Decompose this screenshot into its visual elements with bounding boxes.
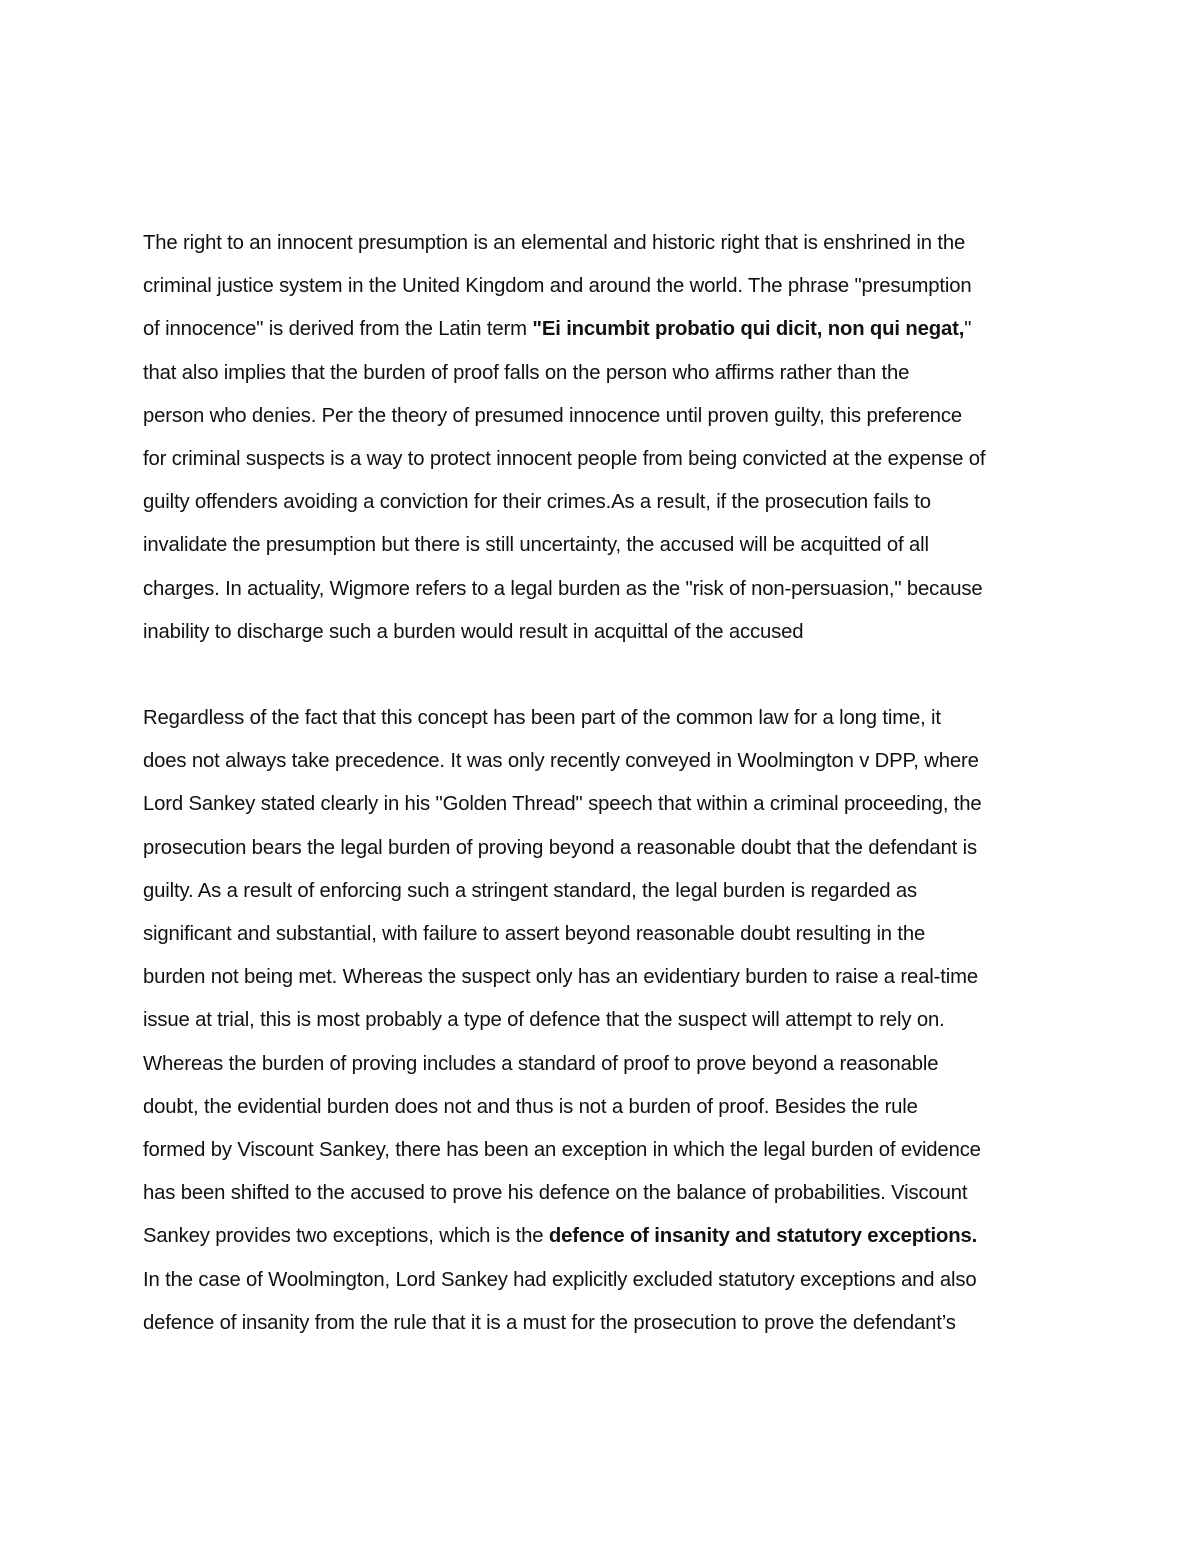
paragraph-2-line (143, 1217, 1073, 1260)
paragraph-2-line: issue at trial, this is most probably a type of defence that the suspect will attempt to rely on. (143, 1009, 945, 1032)
paragraph-2-line: guilty. As a result of enforcing such a stringent standard, the legal burden is regarded as (143, 879, 918, 902)
paragraph-2-line: Regardless of the fact that this concept has been part of the common law for a long time, it (143, 707, 941, 730)
paragraph-1-line: invalidate the presumption but there is still uncertainty, the accused will be acquitted of all (143, 534, 929, 557)
paragraph-2-line: doubt, the evidential burden does not and thus is not a burden of proof. Besides the rule (143, 1095, 918, 1118)
paragraph-1-line: inability to discharge such a burden would result in acquittal of the accused (143, 620, 804, 643)
paragraph-2-line: defence of insanity from the rule that it is a must for the prosecution to prove the defendant’s (143, 1311, 956, 1334)
latin-term: "Ei incumbit probatio qui dicit, non qui negat, (532, 318, 965, 341)
bold-exceptions: defence of insanity and statutory exceptions. (548, 1225, 978, 1248)
paragraph-2-line: Lord Sankey stated clearly in his "Golden Thread" speech that within a criminal proceeding, the (143, 793, 982, 816)
paragraph-1-line: person who denies. Per the theory of presumed innocence until proven guilty, this preference (143, 404, 962, 427)
paragraph-2-line: significant and substantial, with failure to assert beyond reasonable doubt resulting in the (143, 923, 926, 945)
paragraph-1-line (143, 310, 1073, 353)
paragraph-2-line: has been shifted to the accused to prove his defence on the balance of probabilities. Viscount (143, 1182, 968, 1205)
paragraph-2-line: formed by Viscount Sankey, there has been an exception in which the legal burden of evidence (143, 1138, 981, 1161)
paragraph-1-line: The right to an innocent presumption is an elemental and historic right that is enshrined in the (143, 232, 966, 254)
document-body (143, 224, 1073, 1347)
paragraph-1-line: for criminal suspects is a way to protect innocent people from being convicted at the expense of (143, 447, 986, 470)
paragraph-2-text: Sankey provides two exceptions, which is the (143, 1225, 549, 1248)
paragraph-spacer (143, 656, 1073, 699)
paragraph-1-line: charges. In actuality, Wigmore refers to a legal burden as the "risk of non-persuasion," because (143, 577, 983, 600)
paragraph-1-line: criminal justice system in the United Kingdom and around the world. The phrase "presumption (143, 275, 972, 298)
paragraph-2-line: Whereas the burden of proving includes a standard of proof to prove beyond a reasonable (143, 1052, 939, 1075)
paragraph-1-line: that also implies that the burden of proof falls on the person who affirms rather than the (143, 361, 910, 384)
latin-term-close-quote: " (964, 318, 972, 341)
paragraph-2-line: prosecution bears the legal burden of proving beyond a reasonable doubt that the defendant is (143, 836, 977, 859)
paragraph-2-line: does not always take precedence. It was only recently conveyed in Woolmington v DPP, where (143, 750, 979, 773)
paragraph-1-line: guilty offenders avoiding a conviction for their crimes.As a result, if the prosecution fails to (143, 491, 931, 514)
paragraph-2-line: burden not being met. Whereas the suspect only has an evidentiary burden to raise a real-time (143, 966, 978, 989)
paragraph-1-text: of innocence" is derived from the Latin term (143, 318, 533, 341)
paragraph-2-line: In the case of Woolmington, Lord Sankey had explicitly excluded statutory exceptions and also (143, 1268, 977, 1291)
